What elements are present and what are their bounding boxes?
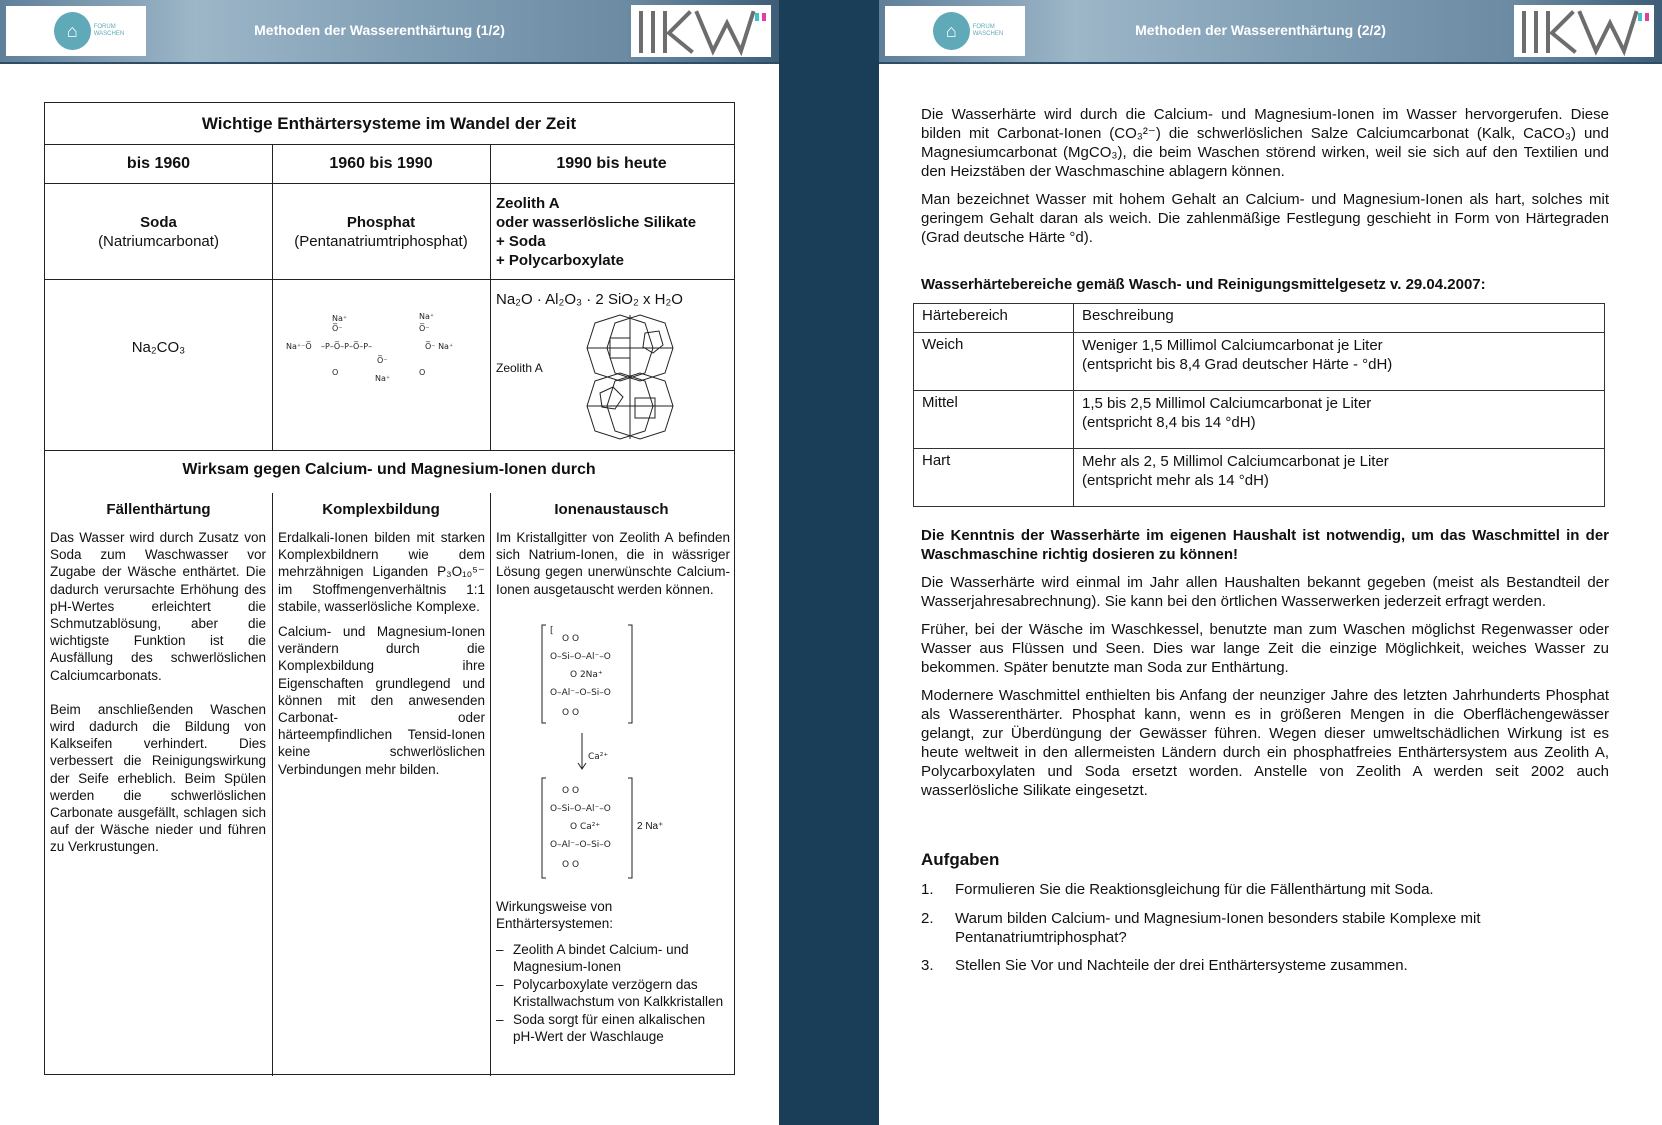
- table-row: [914, 332, 1604, 391]
- zeolith-label: Zeolith A: [496, 361, 543, 375]
- mode-text: Zeolith A bindet Calcium- und Magnesium-Ionen: [513, 942, 689, 974]
- range-cell: Hart: [922, 452, 951, 469]
- method-title: Komplexbildung: [322, 501, 440, 518]
- page-2: [879, 0, 1662, 1125]
- desc-line: (entspricht 8,4 bis 14 °dH): [1082, 414, 1256, 431]
- svg-text:O: O: [332, 368, 339, 377]
- svg-text:O Ca²⁺: O Ca²⁺: [570, 822, 601, 832]
- desc-line: (entspricht mehr als 14 °dH): [1082, 472, 1269, 489]
- page-1: [0, 0, 779, 1125]
- system-name: Soda: [140, 214, 177, 231]
- washing-machine-icon: ⌂: [54, 12, 91, 50]
- svg-text:Ca²⁺: Ca²⁺: [588, 752, 609, 762]
- range-cell: Mittel: [922, 394, 958, 411]
- table-title: Wichtige Enthärtersysteme im Wandel der Zeit: [201, 114, 577, 133]
- svg-text:O̅⁻: O̅⁻: [377, 356, 388, 365]
- task-text: Stellen Sie Vor und Nachteile der drei Enthärtersysteme zusammen.: [955, 957, 1408, 974]
- list-item: – Polycarboxylate verzögern das Kristallwachstum von Kalkkristallen: [496, 976, 730, 1010]
- forum-waschen-logo: [885, 6, 1025, 56]
- table-row: [914, 448, 1604, 507]
- method-text-komplex: [278, 529, 485, 778]
- paragraph: Die Wasserhärte wird durch die Calcium- und Magnesium-Ionen im Wasser hervorgerufen. Diese bilden mit Carbonat-Ionen (CO₃²⁻) die schwerlöslichen Salze Calciumcarbonat (Kalk, CaCO₃) und Magnesiumcarbonat (MgCO₃), die beim Waschen störend wirken, weil sie sich auf den Textilien und den Heizstäben der Waschmaschine ablagern können.: [921, 106, 1609, 180]
- table-header: Härtebereich: [922, 307, 1008, 324]
- effect-title: Wirksam gegen Calcium- und Magnesium-Ionen durch: [182, 461, 596, 478]
- svg-text:O̅⁻: O̅⁻: [332, 324, 343, 333]
- paragraph: Calcium- und Magnesium-Ionen verändern durch die Komplexbildung ihre Eigenschaften grundlegend und können mit den anwesenden Carbonat- oder härteempfindlichen Tensid-Ionen keine schwerlöslichen Verbindungen mehr bilden.: [278, 624, 485, 777]
- system-phosphat: [272, 213, 490, 251]
- svg-text:O 2Na⁺: O 2Na⁺: [570, 670, 603, 680]
- svg-text:Na⁺: Na⁺: [375, 374, 391, 383]
- svg-text:O–Al⁻–O–Si–O: O–Al⁻–O–Si–O: [550, 840, 611, 850]
- system-zeolith: [496, 194, 731, 270]
- table-header: Beschreibung: [1082, 307, 1174, 324]
- system-line: oder wasserlösliche Silikate: [496, 214, 697, 231]
- phosphate-structure-icon: [277, 305, 487, 385]
- body-section: [921, 526, 1609, 800]
- bold-note: Die Kenntnis der Wasserhärte im eigenen Haushalt ist notwendig, um das Waschmittel in der Waschmaschine richtig dosieren zu können!: [921, 527, 1609, 563]
- paragraph: Das Wasser wird durch Zusatz von Soda zum Waschwasser vor Zugabe der Wäsche enthärtet. Die dadurch verursachte Erhöhung des pH-Wertes erleichtert die Schmutzablösung, aber die wichtigste Funktion ist die Ausfällung des schwerlöslichen Calciumcarbonats.: [50, 530, 266, 683]
- logo-text: FORUM WASCHEN: [972, 24, 1004, 37]
- method-title: Ionenaustausch: [554, 501, 669, 518]
- svg-text:O̅⁻ Na⁺: O̅⁻ Na⁺: [425, 342, 454, 351]
- svg-text:O̅⁻: O̅⁻: [419, 324, 430, 333]
- page-header: [0, 0, 779, 64]
- system-sub: (Natriumcarbonat): [98, 233, 219, 250]
- svg-text:O–Si–O–Al⁻–O: O–Si–O–Al⁻–O: [550, 804, 611, 814]
- tasks-title: Aufgaben: [921, 850, 1000, 869]
- paragraph: Erdalkali-Ionen bilden mit starken Komplexbildnern wie dem mehrzähnigen Liganden P₃O₁₀⁵⁻ im Stoffmengenverhältnis 1:1 stabile, wasserlösliche Komplexe.: [278, 530, 485, 614]
- method-title: Fällenthärtung: [106, 501, 211, 518]
- desc-line: Mehr als 2, 5 Millimol Calciumcarbonat je Liter: [1082, 453, 1389, 470]
- svg-text:–P–O̅–P–O̅–P–: –P–O̅–P–O̅–P–: [321, 342, 373, 351]
- system-line: + Soda: [496, 233, 546, 250]
- page-title: Methoden der Wasserenthärtung (1/2): [254, 22, 505, 38]
- ikw-logo: [1514, 5, 1654, 57]
- list-item: – Zeolith A bindet Calcium- und Magnesium-Ionen: [496, 941, 730, 975]
- paragraph: Früher, bei der Wäsche im Waschkessel, benutzte man zum Waschen möglichst Regenwasser oder Wasser aus Flüssen und Seen. Dies war lange Zeit die einzige Möglichkeit, weiches Wasser zu bekommen. Später benutzte man Soda zur Enthärtung.: [921, 621, 1609, 676]
- period-1: bis 1960: [126, 155, 191, 172]
- formula-soda: Na₂CO₃: [131, 339, 186, 356]
- ion-exchange-scheme-icon: [540, 623, 680, 883]
- svg-text:O O: O O: [562, 708, 580, 718]
- task-number: 3.: [921, 957, 934, 974]
- desc-cell: [1082, 394, 1371, 432]
- washing-machine-icon: ⌂: [933, 12, 970, 50]
- task-text: Warum bilden Calcium- und Magnesium-Ionen besonders stabile Komplexe mit Pentanatriumtriphosphat?: [955, 910, 1481, 946]
- svg-text:[: [: [550, 626, 554, 636]
- table-heading: Wasserhärtebereiche gemäß Wasch- und Reinigungsmittelgesetz v. 29.04.2007:: [921, 276, 1486, 293]
- mode-text: Soda sorgt für einen alkalischen pH-Wert der Waschlauge: [513, 1012, 706, 1044]
- paragraph: Die Wasserhärte wird einmal im Jahr allen Haushalten bekannt gegeben (meist als Bestandteil der Wasserjahresabrechnung). Sie kann bei den örtlichen Wasserwerken jederzeit erfragt werden.: [921, 574, 1609, 610]
- formula-zeolith: Na₂O · Al₂O₃ · 2 SiO₂ x H₂O: [496, 291, 683, 308]
- forum-waschen-logo: [6, 6, 146, 56]
- task-number: 1.: [921, 881, 934, 898]
- svg-text:Na⁺: Na⁺: [332, 314, 348, 323]
- system-name: Phosphat: [346, 214, 416, 231]
- reaction-label-na: 2 Na⁺: [637, 821, 664, 832]
- logo-text: FORUM WASCHEN: [93, 24, 125, 37]
- intro-section: [921, 105, 1609, 247]
- page-title: Methoden der Wasserenthärtung (2/2): [1135, 22, 1386, 38]
- desc-line: (entspricht bis 8,4 Grad deutscher Härte - °dH): [1082, 356, 1393, 373]
- system-sub: (Pentanatriumtriphosphat): [294, 233, 468, 250]
- desc-cell: [1082, 452, 1389, 490]
- ikw-logo: [631, 5, 771, 57]
- method-text-ionen: [496, 529, 730, 598]
- desc-line: Weniger 1,5 Millimol Calciumcarbonat je Liter: [1082, 337, 1383, 354]
- list-item: – Soda sorgt für einen alkalischen pH-Wert der Waschlauge: [496, 1011, 730, 1045]
- svg-text:O O: O O: [562, 634, 580, 644]
- system-line: + Polycarboxylate: [496, 252, 624, 269]
- svg-text:O O: O O: [562, 786, 580, 796]
- svg-text:O: O: [419, 368, 426, 377]
- period-2: 1960 bis 1990: [329, 155, 433, 172]
- svg-text:O–Si–O–Al⁻–O: O–Si–O–Al⁻–O: [550, 652, 611, 662]
- task-text: Formulieren Sie die Reaktionsgleichung für die Fällenthärtung mit Soda.: [955, 881, 1434, 898]
- svg-text:O–Al⁻–O–Si–O: O–Al⁻–O–Si–O: [550, 688, 611, 698]
- svg-text:O O: O O: [562, 860, 580, 870]
- task-number: 2.: [921, 910, 934, 927]
- mode-title: Wirkungsweise von Enthärtersystemen:: [496, 899, 614, 931]
- table-row: [914, 390, 1604, 449]
- mode-list: [496, 941, 730, 1045]
- svg-text:Na⁺⁻O̅: Na⁺⁻O̅: [286, 342, 312, 351]
- desc-line: 1,5 bis 2,5 Millimol Calciumcarbonat je Liter: [1082, 395, 1372, 412]
- paragraph: Beim anschließenden Waschen wird dadurch die Bildung von Kalkseifen verhindert. Dies verbessert die Reinigungswirkung der Seife erheblich. Beim Spülen werden die schwerlöslichen Carbonate ausgefällt, schlagen sich auf der Wäsche nieder und führen zu Verkrustungen.: [50, 701, 266, 855]
- paragraph: Man bezeichnet Wasser mit hohem Gehalt an Calcium- und Magnesium-Ionen als hart, solches mit geringem Gehalt daran als weich. Die zahlenmäßige Festlegung geschieht in Form von Härtegraden (Grad deutsche Härte °d).: [921, 191, 1609, 246]
- range-cell: Weich: [922, 336, 964, 353]
- desc-cell: [1082, 336, 1392, 374]
- system-soda: [45, 213, 272, 251]
- hardness-table: [913, 303, 1605, 507]
- zeolith-structure-icon: [575, 313, 685, 445]
- mode-text: Polycarboxylate verzögern das Kristallwachstum von Kalkkristallen: [513, 977, 724, 1009]
- system-line: Zeolith A: [496, 195, 560, 212]
- svg-text:Na⁺: Na⁺: [419, 312, 435, 321]
- page-header: [879, 0, 1662, 64]
- method-text-faellung: [50, 529, 266, 856]
- paragraph: Im Kristallgitter von Zeolith A befinden sich Natrium-Ionen, die in wässriger Lösung gegen unerwünschte Calcium-Ionen ausgetauscht werden können.: [496, 530, 730, 597]
- period-3: 1990 bis heute: [556, 155, 667, 172]
- softener-systems-table: [44, 102, 735, 1075]
- paragraph: Modernere Waschmittel enthielten bis Anfang der neunziger Jahre des letzten Jahrhunderts Phosphat als Wasserenthärter. Phosphat kann, wenn es in größeren Mengen in die Oberflächengewässer gelangt, zur Überdüngung der Gewässer führen. Wegen dieser umweltschädlichen Wirkung ist es heute weltweit in den allermeisten Ländern durch ein phosphatfreies Enthärtersystem aus Zeolith A, Polycarboxylaten und Soda ersetzt worden. Anstelle von Zeolith A werden seit 2002 auch wasserlösliche Silikate eingesetzt.: [921, 687, 1609, 799]
